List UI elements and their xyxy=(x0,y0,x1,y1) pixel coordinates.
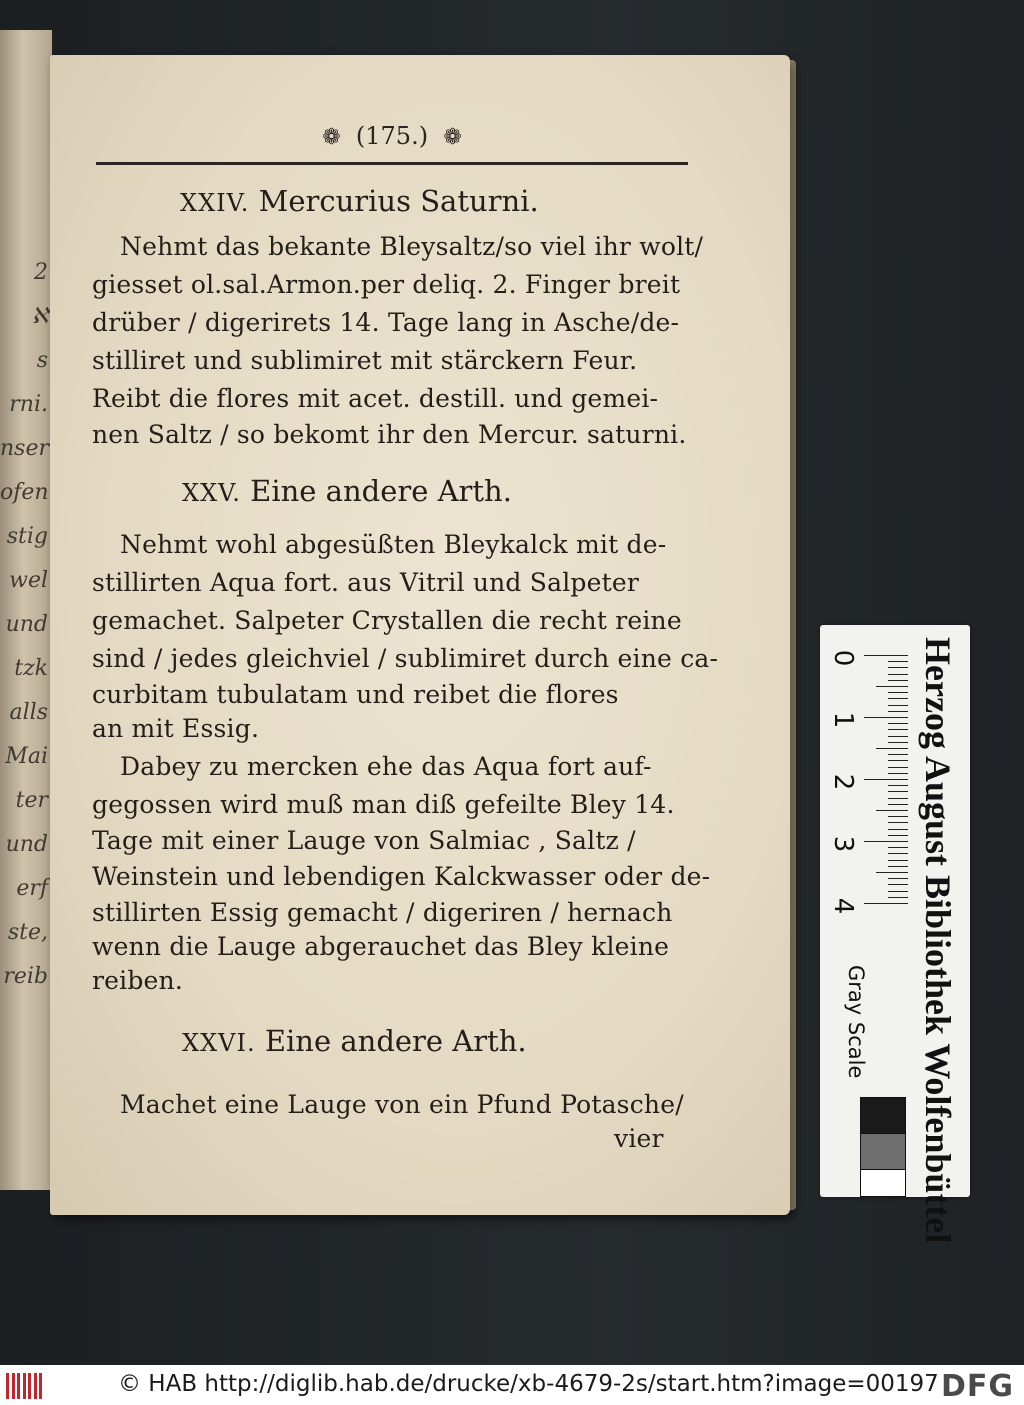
section-title: Eine andere Arth. xyxy=(264,1024,527,1058)
ruler-tick xyxy=(888,785,908,786)
ruler-tick xyxy=(888,661,908,662)
left-page-fragment: ℵ xyxy=(31,304,48,329)
gray-patch-light xyxy=(860,1169,906,1197)
ruler-tick xyxy=(888,878,908,879)
ruler-tick xyxy=(888,736,908,737)
ruler-tick xyxy=(888,835,908,836)
ruler-number: 0 xyxy=(828,649,858,667)
ruler-tick xyxy=(888,798,908,799)
ruler-number: 1 xyxy=(828,711,858,729)
ruler-tick xyxy=(864,717,908,718)
text-line: stilliret und sublimiret mit stärckern Feur. xyxy=(92,346,638,375)
catchword: vier xyxy=(614,1124,664,1153)
ruler-tick xyxy=(888,829,908,830)
barcode-stripe xyxy=(28,1373,31,1399)
ruler-tick xyxy=(888,742,908,743)
text-line: reiben. xyxy=(92,966,183,995)
left-page-fragment: Mai xyxy=(5,744,48,769)
ruler-tick xyxy=(888,891,908,892)
institution-label xyxy=(916,637,960,1244)
ruler-tick xyxy=(876,686,908,687)
ruler-tick xyxy=(888,767,908,768)
ruler-tick xyxy=(888,680,908,681)
scale-card xyxy=(820,625,970,1244)
ornament-icon: ❁ xyxy=(322,125,341,150)
ruler-tick xyxy=(888,822,908,823)
left-page-fragment: ter xyxy=(15,788,48,813)
copyright-link[interactable]: © HAB http://diglib.hab.de/drucke/xb-4679-2s/start.htm?image=00197 xyxy=(118,1371,939,1397)
text-line: Nehmt wohl abgesüßten Bleykalck mit de- xyxy=(120,530,667,559)
ruler-tick xyxy=(864,779,908,780)
ruler-tick xyxy=(888,897,908,898)
ruler-tick xyxy=(888,816,908,817)
ruler-tick xyxy=(888,884,908,885)
left-page-fragment: ste, xyxy=(7,920,48,945)
text-line: Weinstein und lebendigen Kalckwasser oder de- xyxy=(92,862,711,891)
ruler-number: 3 xyxy=(828,835,858,853)
text-line: Machet eine Lauge von ein Pfund Potasche/ xyxy=(120,1090,684,1119)
ornament-icon: ❁ xyxy=(443,125,462,150)
institution-text: Herzog August Bibliothek Wolfenbüttel xyxy=(918,637,958,1244)
ruler-tick xyxy=(888,804,908,805)
ruler-tick xyxy=(876,748,908,749)
text-line: stillirten Aqua fort. aus Vitril und Salpeter xyxy=(92,568,640,597)
ruler-tick xyxy=(888,698,908,699)
ruler-tick xyxy=(888,853,908,854)
left-page-fragment: stig xyxy=(6,524,48,549)
text-line: Dabey zu mercken ehe das Aqua fort auf- xyxy=(120,752,652,781)
ruler-tick xyxy=(864,841,908,842)
gray-patch-dark xyxy=(860,1097,906,1135)
left-page-fragment: rni. xyxy=(9,392,48,417)
left-page-fragment: wel xyxy=(9,568,48,593)
text-line: wenn die Lauge abgerauchet das Bley kleine xyxy=(92,932,670,961)
section-heading xyxy=(180,184,539,218)
text-line: sind / jedes gleichviel / sublimiret durch eine ca- xyxy=(92,644,719,673)
ruler-tick xyxy=(888,667,908,668)
text-line: Reibt die flores mit acet. destill. und gemei- xyxy=(92,384,659,413)
ruler-tick xyxy=(864,903,908,904)
barcode-stripe xyxy=(17,1373,20,1399)
text-line: drüber / digerirets 14. Tage lang in Asche/de- xyxy=(92,308,680,337)
text-line: nen Saltz / so bekomt ihr den Mercur. saturni. xyxy=(92,420,687,449)
barcode-stripe xyxy=(23,1373,26,1399)
text-line: curbitam tubulatam und reibet die flores xyxy=(92,680,619,709)
section-title: Eine andere Arth. xyxy=(250,474,512,508)
ruler-tick xyxy=(888,760,908,761)
text-line: stillirten Essig gemacht / digeriren / hernach xyxy=(92,898,673,927)
section-title: Mercurius Saturni. xyxy=(258,184,539,218)
section-heading xyxy=(182,474,512,508)
ruler-tick xyxy=(888,791,908,792)
left-page-fragment: tzk xyxy=(14,656,48,681)
section-heading xyxy=(182,1024,527,1058)
text-line: gegossen wird muß man diß gefeilte Bley 14. xyxy=(92,790,675,819)
ruler-tick xyxy=(876,810,908,811)
gray-patch-mid xyxy=(860,1133,906,1171)
viewer-footer xyxy=(0,1365,1024,1405)
text-line: Nehmt das bekante Bleysaltz/so viel ihr wolt/ xyxy=(120,232,704,261)
ruler-tick xyxy=(888,754,908,755)
section-number: XXV. xyxy=(182,479,241,507)
left-page-fragment: s xyxy=(36,348,48,373)
ruler-tick xyxy=(888,866,908,867)
text-line: an mit Essig. xyxy=(92,714,260,743)
left-page-edge xyxy=(0,30,52,1190)
text-line: Tage mit einer Lauge von Salmiac , Saltz / xyxy=(92,826,636,855)
ruler-tick xyxy=(888,773,908,774)
header-rule xyxy=(96,162,688,165)
text-line: gemachet. Salpeter Crystallen die recht reine xyxy=(92,606,682,635)
page-number: (175.) xyxy=(355,122,429,150)
left-page-fragment: und xyxy=(5,832,48,857)
ruler-tick xyxy=(888,705,908,706)
ruler-tick xyxy=(888,692,908,693)
barcode-stripe xyxy=(6,1373,9,1399)
left-page-fragment: 2 xyxy=(34,260,48,285)
barcode-stripe xyxy=(34,1373,37,1399)
dfg-logo: DFG xyxy=(940,1369,1014,1404)
section-number: XXIV. xyxy=(180,189,250,217)
text-line: giesset ol.sal.Armon.per deliq. 2. Finger breit xyxy=(92,270,681,299)
barcode-stripe xyxy=(12,1373,15,1399)
left-page-fragment: erf xyxy=(16,876,48,901)
section-number: XXVI. xyxy=(182,1029,256,1057)
barcode-stripe xyxy=(39,1373,42,1399)
ruler-number: 2 xyxy=(828,773,858,791)
ruler-tick xyxy=(888,860,908,861)
ruler-tick xyxy=(888,711,908,712)
ruler-tick xyxy=(864,655,908,656)
left-page-fragment: ofen xyxy=(0,480,49,505)
ruler-tick xyxy=(888,847,908,848)
hab-barcode-icon xyxy=(6,1373,46,1399)
ruler-tick xyxy=(876,872,908,873)
ruler-tick xyxy=(888,674,908,675)
ruler-tick xyxy=(888,723,908,724)
left-page-fragment: nser xyxy=(0,436,49,461)
left-page-fragment: alls xyxy=(9,700,48,725)
gray-scale-label: Gray Scale xyxy=(844,965,868,1079)
ruler-number: 4 xyxy=(828,897,858,915)
ruler-tick xyxy=(888,729,908,730)
page-header xyxy=(96,122,688,162)
left-page-fragment: reib xyxy=(3,964,48,989)
left-page-fragment: und xyxy=(5,612,48,637)
